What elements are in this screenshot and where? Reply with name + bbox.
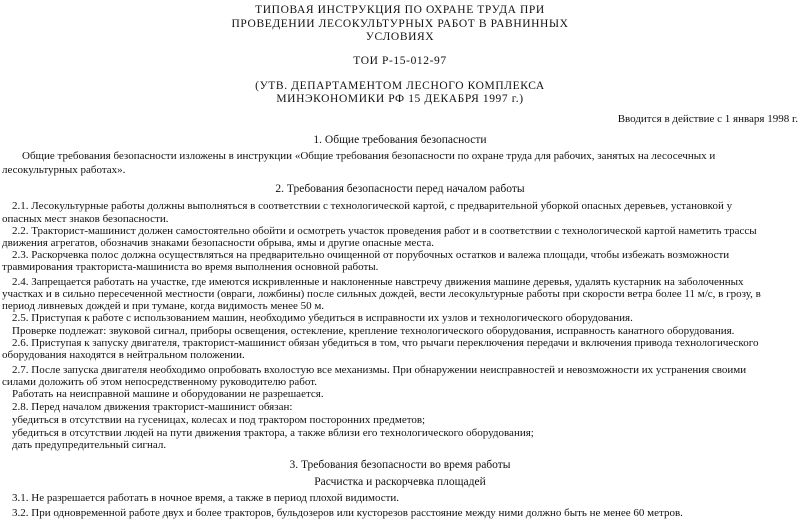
section-2-line: убедиться в отсутствии на гусеницах, колесах и под трактором посторонних предметов; <box>12 414 426 426</box>
approval-line-1: (УТВ. ДЕПАРТАМЕНТОМ ЛЕСНОГО КОМПЛЕКСА <box>255 80 545 92</box>
section-1-line: лесокультурных работах». <box>2 164 126 176</box>
section-2-line: дать предупредительный сигнал. <box>12 439 167 451</box>
section-2-line: опасных мест знаков безопасности. <box>2 213 169 225</box>
section-2-line: травмирования тракториста-машиниста во время выполнения основной работы. <box>2 261 379 273</box>
section-2-line: участках и в сильно пересеченной местности (овраги, ложбины) после сильных дождей, вести лесокультурные работы при скорости ветра более 11 м/с, в грозу, в <box>2 288 761 300</box>
section-2-line: убедиться в отсутствии людей на пути движения трактора, а также вблизи его технологического оборудования; <box>12 427 534 439</box>
section-2-line: силами доложить об этом непосредственному руководителю работ. <box>2 376 317 388</box>
section-2-line: Проверке подлежат: звуковой сигнал, приборы освещения, остекление, крепление технологического оборудования, исправность канатного оборудования. <box>12 325 735 337</box>
document-code: ТОИ Р-15-012-97 <box>353 55 447 67</box>
document-title-line-1: ТИПОВАЯ ИНСТРУКЦИЯ ПО ОХРАНЕ ТРУДА ПРИ <box>255 4 545 16</box>
section-2-line: 2.8. Перед началом движения тракторист-машинист обязан: <box>12 401 293 413</box>
section-2-line: 2.4. Запрещается работать на участке, где имеются искривленные и наклоненные навстречу движения машине деревья, удалять кустарник на заболоченных <box>12 276 744 288</box>
section-3-subheading: Расчистка и раскорчевка площадей <box>314 476 486 488</box>
section-1-line: Общие требования безопасности изложены в инструкции «Общие требования безопасности по охране труда для рабочих, занятых на лесосечных и <box>22 150 716 162</box>
section-3-line: 3.1. Не разрешается работать в ночное время, а также в период плохой видимости. <box>12 492 400 504</box>
section-2-line: Работать на неисправной машине и оборудовании не разрешается. <box>12 388 324 400</box>
effective-date: Вводится в действие с 1 января 1998 г. <box>617 113 798 125</box>
section-1-heading: 1. Общие требования безопасности <box>313 134 487 146</box>
section-2-line: движения агрегатов, обозначив знаками безопасности обрыва, ямы и другие опасные места. <box>2 237 434 249</box>
document-title-line-2: ПРОВЕДЕНИИ ЛЕСОКУЛЬТУРНЫХ РАБОТ В РАВНИННЫХ <box>231 18 569 30</box>
document-title-line-3: УСЛОВИЯХ <box>365 31 435 43</box>
approval-line-2: МИНЭКОНОМИКИ РФ 15 ДЕКАБРЯ 1997 г.) <box>276 93 524 105</box>
section-2-line: 2.6. Приступая к запуску двигателя, тракторист-машинист обязан убедиться в том, что рычаги переключения передачи и включения привода технологического <box>12 337 759 349</box>
section-2-line: 2.2. Тракторист-машинист должен самостоятельно обойти и осмотреть участок проведения работ и в соответствии с технологической картой наметить трассы <box>12 225 757 237</box>
section-2-line: 2.3. Раскорчевка полос должна осуществляться на предварительно очищенной от порубочных остатков и валежа площади, чтобы избежать возможности <box>12 249 730 261</box>
section-3-heading: 3. Требования безопасности во время работы <box>289 459 511 471</box>
section-2-line: 2.7. После запуска двигателя необходимо опробовать вхолостую все механизмы. При обнаружении неисправностей и невозможности их устранения своими <box>12 364 747 376</box>
section-2-heading: 2. Требования безопасности перед началом работы <box>275 183 525 195</box>
section-2-line: период ливневых дождей и при тумане, когда видимость менее 50 м. <box>2 300 325 312</box>
section-2-line: 2.1. Лесокультурные работы должны выполняться в соответствии с технологической картой, с предварительной уборкой опасных деревьев, установкой у <box>12 200 733 212</box>
section-3-line: 3.2. При одновременной работе двух и более тракторов, бульдозеров или кусторезов расстояние между ними должно быть не менее 60 метров. <box>12 507 683 519</box>
section-2-line: оборудования находятся в нейтральном положении. <box>2 349 245 361</box>
section-2-line: 2.5. Приступая к работе с использованием машин, необходимо убедиться в исправности их узлов и технологического оборудования. <box>12 312 633 324</box>
